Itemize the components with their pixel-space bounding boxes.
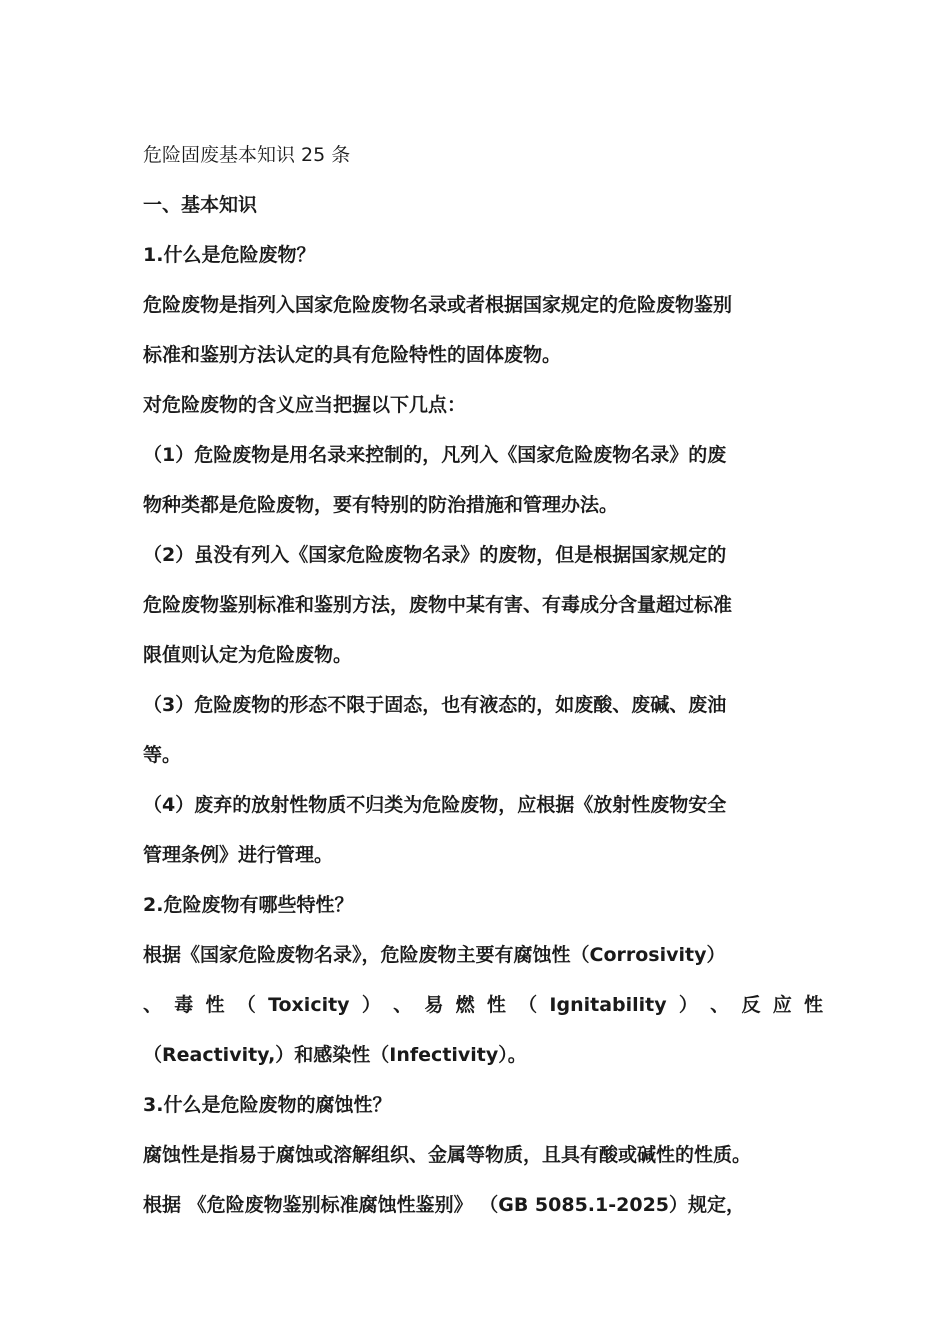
point-1-line: 物种类都是危险废物，要有特别的防治措施和管理办法。 <box>143 494 619 516</box>
question-heading-1: 1.什么是危险废物？ <box>143 244 316 266</box>
text-fragment: ） <box>678 994 698 1016</box>
point-2-line: 危险废物鉴别标准和鉴别方法，废物中某有害、有毒成分含量超过标准 <box>143 594 733 616</box>
text-fragment: 、 <box>143 994 163 1016</box>
text-fragment: 应 <box>772 994 792 1016</box>
point-3-line: （3）危险废物的形态不限于固态，也有液态的，如废酸、废碱、废油 <box>143 694 727 716</box>
paragraph-line: （Reactivity,）和感染性（Infectivity）。 <box>143 1044 527 1066</box>
point-4-line: （4）废弃的放射性物质不归类为危险废物，应根据《放射性废物安全 <box>143 794 727 816</box>
point-1-line: （1）危险废物是用名录来控制的，凡列入《国家危险废物名录》的废 <box>143 444 727 466</box>
justified-paragraph-line <box>143 980 823 1030</box>
text-fragment: Ignitability <box>549 994 667 1016</box>
point-4-line: 管理条例》进行管理。 <box>143 844 334 866</box>
question-heading-2: 2.危险废物有哪些特性？ <box>143 894 354 916</box>
text-fragment: 、 <box>710 994 730 1016</box>
paragraph-line: 危险废物是指列入国家危险废物名录或者根据国家规定的危险废物鉴别 <box>143 294 733 316</box>
question-heading-3: 3.什么是危险废物的腐蚀性？ <box>143 1094 392 1116</box>
text-fragment: 反 <box>741 994 761 1016</box>
point-2-line: （2）虽没有列入《国家危险废物名录》的废物，但是根据国家规定的 <box>143 544 727 566</box>
paragraph-line: 根据 《危险废物鉴别标准腐蚀性鉴别》 （GB 5085.1-2025）规定， <box>143 1194 746 1216</box>
paragraph-line: 根据《国家危险废物名录》，危险废物主要有腐蚀性（Corrosivity） <box>143 944 726 966</box>
text-fragment: （ <box>236 994 256 1016</box>
paragraph-line: 腐蚀性是指易于腐蚀或溶解组织、金属等物质，且具有酸或碱性的性质。 <box>143 1144 752 1166</box>
text-fragment: （ <box>518 994 538 1016</box>
document-body <box>143 130 823 1230</box>
paragraph-line: 对危险废物的含义应当把握以下几点： <box>143 394 467 416</box>
section-heading: 一、基本知识 <box>143 194 258 216</box>
text-fragment: 性 <box>486 994 506 1016</box>
text-fragment: 、 <box>393 994 413 1016</box>
text-fragment: 燃 <box>455 994 475 1016</box>
document-title: 危险固废基本知识 25 条 <box>143 144 351 166</box>
text-fragment: 易 <box>424 994 444 1016</box>
point-3-line: 等。 <box>143 744 182 766</box>
paragraph-line: 标准和鉴别方法认定的具有危险特性的固体废物。 <box>143 344 562 366</box>
text-fragment: 毒 <box>174 994 194 1016</box>
text-fragment: Toxicity <box>268 994 350 1016</box>
text-fragment: ） <box>361 994 381 1016</box>
text-fragment: 性 <box>803 994 823 1016</box>
point-2-line: 限值则认定为危险废物。 <box>143 644 353 666</box>
text-fragment: 性 <box>205 994 225 1016</box>
